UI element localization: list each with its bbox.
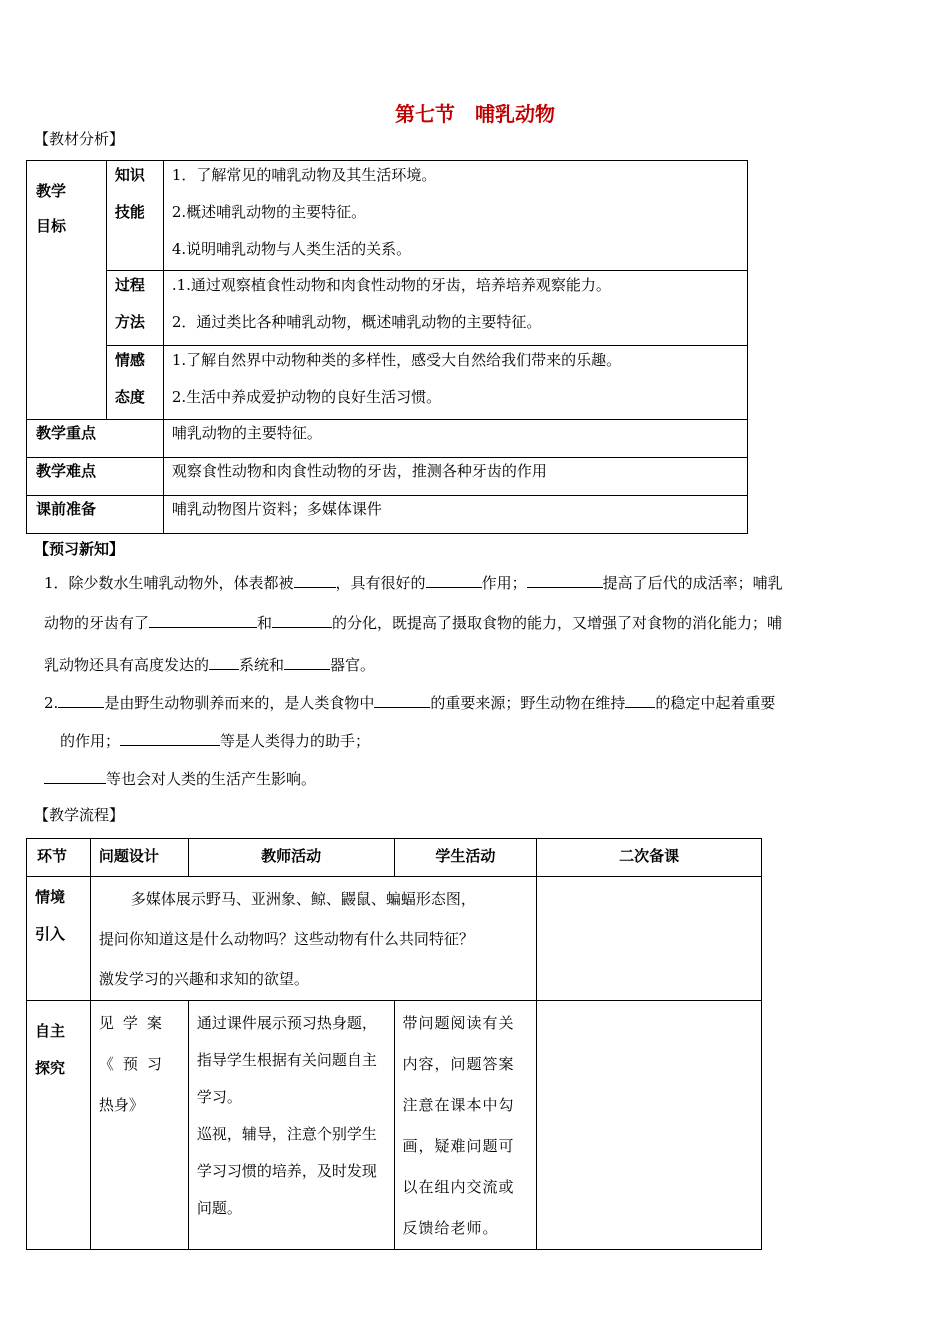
preparation-label: 课前准备: [27, 496, 164, 534]
header-teacher: 教师活动: [188, 839, 394, 877]
header-stage: 环节: [27, 839, 91, 877]
explore-second-prep: [537, 1001, 762, 1250]
emotion-items: [163, 346, 747, 420]
fill-blank: [149, 611, 257, 628]
intro-content: [90, 877, 536, 1001]
knowledge-item: 4.说明哺乳动物与人类生活的关系。: [171, 240, 412, 258]
fill-blank: [272, 611, 332, 628]
objectives-label: 教学 目标: [27, 161, 107, 420]
key-point-value: 哺乳动物的主要特征。: [163, 420, 747, 458]
knowledge-item: 2.概述哺乳动物的主要特征。: [171, 203, 367, 221]
header-second-prep: 二次备课: [537, 839, 762, 877]
process-label: 过程 方法: [106, 271, 163, 346]
analysis-table: [26, 160, 748, 534]
fill-blank: [120, 729, 220, 746]
intro-line: 激发学习的兴趣和求知的欲望。: [98, 970, 309, 988]
difficulty-label: 教学难点: [27, 458, 164, 496]
process-item: .1.通过观察植食性动物和肉食性动物的牙齿，培养培养观察能力。: [171, 276, 611, 294]
flow-row-intro: [27, 877, 762, 1001]
difficulty-value: 观察食性动物和肉食性动物的牙齿，推测各种牙齿的作用: [163, 458, 747, 496]
fill-blank: [294, 571, 336, 588]
fill-blank: [625, 691, 655, 708]
emotion-item: 2.生活中养成爱护动物的良好生活习惯。: [171, 388, 442, 406]
intro-second-prep: [537, 877, 762, 1001]
fill-blank: [58, 691, 104, 708]
knowledge-items: [163, 161, 747, 271]
knowledge-item: 1．了解常见的哺乳动物及其生活环境。: [171, 166, 437, 184]
fill-blank: [374, 691, 430, 708]
preview-question-1: 1．除少数水生哺乳动物外，体表都被 ，具有很好的 作用； 提高了后代的成活率；哺乳 动物的牙齿有了 和 的分化，既提高了摄取食物的能力，又增强了对食物的消化能力；哺 乳动物还具有高度发达的 系统和 器官。: [44, 568, 874, 690]
section-flow-heading: 【教学流程】: [34, 806, 125, 824]
section-analysis-heading: 【教材分析】: [34, 130, 125, 148]
preview-question-2: 2. 是由野生动物驯养而来的，是人类食物中 的重要来源；野生动物在维持 的稳定中起着重要 的作用； 等是人类得力的助手； 等也会对人类的生活产生影响。: [44, 688, 874, 802]
emotion-label: 情感 态度: [106, 346, 163, 420]
preparation-value: 哺乳动物图片资料；多媒体课件: [163, 496, 747, 534]
key-point-label: 教学重点: [27, 420, 164, 458]
fill-blank: [426, 571, 482, 588]
page-title: 第七节 哺乳动物: [395, 102, 555, 126]
flow-row-explore: [27, 1001, 762, 1250]
explore-label: 自主 探究: [27, 1001, 91, 1250]
explore-student-activity: 带问题阅读有关 内容，问题答案 注意在课本中勾 画，疑难问题可 以在组内交流或 反馈给老师。: [394, 1001, 537, 1250]
intro-line: 提问你知道这是什么动物吗？这些动物有什么共同特征？: [98, 930, 474, 948]
explore-question: 见学案 《预习 热身》: [90, 1001, 188, 1250]
fill-blank: [527, 571, 603, 588]
fill-blank: [209, 653, 239, 670]
knowledge-label: 知识 技能: [106, 161, 163, 271]
emotion-item: 1.了解自然界中动物种类的多样性，感受大自然给我们带来的乐趣。: [171, 351, 622, 369]
intro-label: 情境 引入: [27, 877, 91, 1001]
flow-header-row: [27, 839, 762, 877]
fill-blank: [284, 653, 330, 670]
explore-teacher-activity: 通过课件展示预习热身题， 指导学生根据有关问题自主 学习。 巡视，辅导，注意个别学生 学习习惯的培养，及时发现 问题。: [188, 1001, 394, 1250]
header-student: 学生活动: [394, 839, 537, 877]
fill-blank: [44, 767, 106, 784]
intro-line: 多媒体展示野马、亚洲象、鲸、鼹鼠、蝙蝠形态图，: [130, 890, 476, 908]
section-preview-heading: 【预习新知】: [34, 540, 125, 558]
flow-table: [26, 838, 762, 1250]
header-question: 问题设计: [90, 839, 188, 877]
process-item: 2．通过类比各种哺乳动物，概述哺乳动物的主要特征。: [171, 313, 542, 331]
process-items: [163, 271, 747, 346]
